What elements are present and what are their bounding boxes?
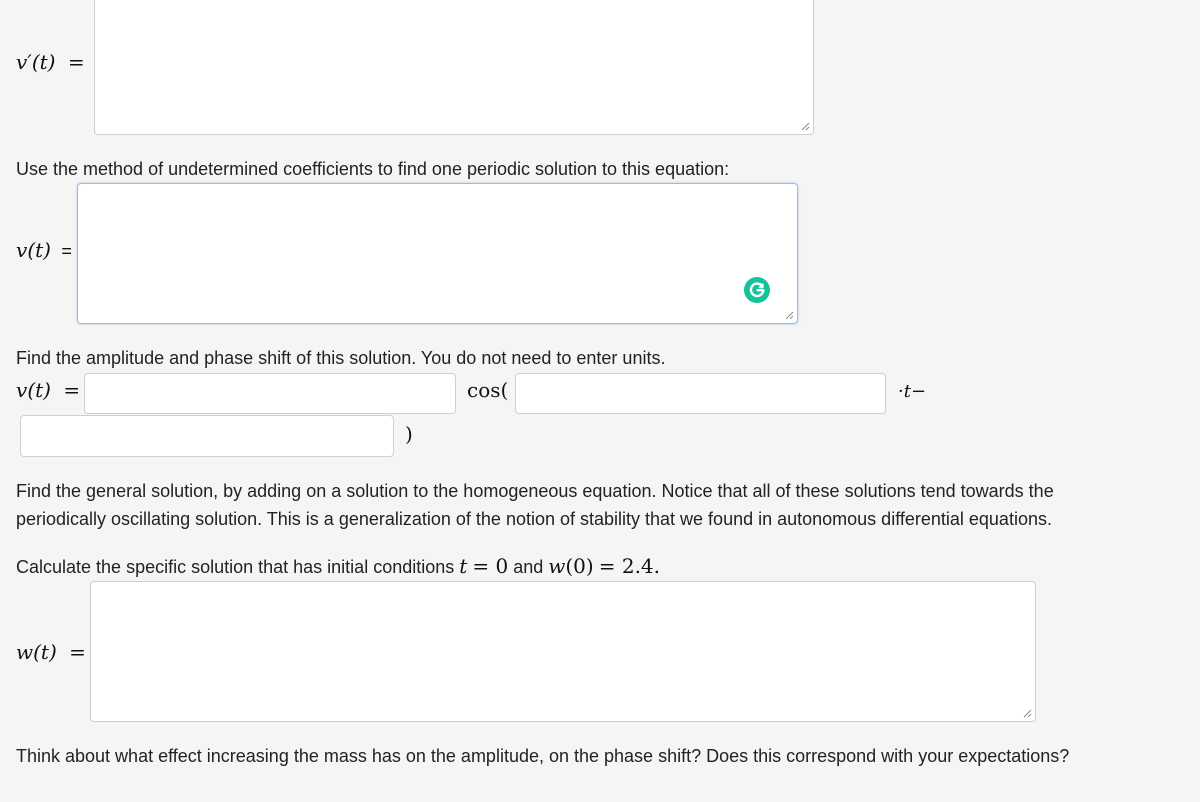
v-label [16,238,72,262]
v-label-fn: v [16,238,28,262]
cond-t: t [459,554,468,578]
phase-input[interactable] [20,415,394,457]
resize-handle-icon[interactable] [1022,708,1032,718]
close-paren-label [405,422,413,446]
amp-equals: = [63,378,81,402]
v-label-arg: (t) [27,238,51,262]
question-amplitude: Find the amplitude and phase shift of this solution. You do not need to enter units. [16,348,666,368]
w-label [16,640,86,664]
question-think: Think about what effect increasing the mass has on the amplitude, on the phase shift? Does this correspond with your expectations? [16,746,1070,766]
cos-text: cos( [467,378,509,402]
question-general-line1: Find the general solution, by adding on a solution to the homogeneous equation. Notice that all of these solutions tend towards the [16,481,1054,501]
amplitude-input[interactable] [84,373,456,414]
amp-label-arg: (t) [27,378,51,402]
resize-handle-icon[interactable] [800,121,810,131]
cos-label [467,378,508,402]
grammarly-g-icon [744,277,770,303]
vprime-equals: = [67,50,85,74]
w-label-arg: (t) [33,640,57,664]
vprime-label-fn: v′ [16,50,32,74]
vprime-label-arg: (t) [31,50,56,74]
question-specific [16,552,660,581]
question-specific-text: Calculate the specific solution that has initial conditions [16,557,455,577]
cond-and: and [513,557,544,577]
question-periodic: Use the method of undetermined coefficients to find one periodic solution to this equation: [16,159,730,179]
v-equals: = [61,241,72,261]
vprime-label [16,50,85,74]
amp-label [16,378,80,402]
cond-w: w [548,554,566,578]
question-general-line2: periodically oscillating solution. This is a generalization of the notion of stability that we found in autonomous differential equations. [16,509,1052,529]
w-label-fn: w [16,640,34,664]
cond-eq-val: = 2.4. [598,554,661,578]
v-textarea[interactable] [77,183,798,324]
amp-label-fn: v [16,378,28,402]
cond-eq0: = 0 [472,554,509,578]
grammarly-icon[interactable] [744,277,770,303]
times-t-minus-text: ·t− [898,381,927,402]
close-paren-text: ) [405,422,413,446]
w-equals: = [69,640,86,664]
times-t-minus-label [898,381,926,402]
frequency-input[interactable] [515,373,886,414]
w-textarea[interactable] [90,581,1036,722]
cond-w-arg: (0) [565,554,594,578]
resize-handle-icon[interactable] [784,310,794,320]
vprime-textarea[interactable] [94,0,814,135]
